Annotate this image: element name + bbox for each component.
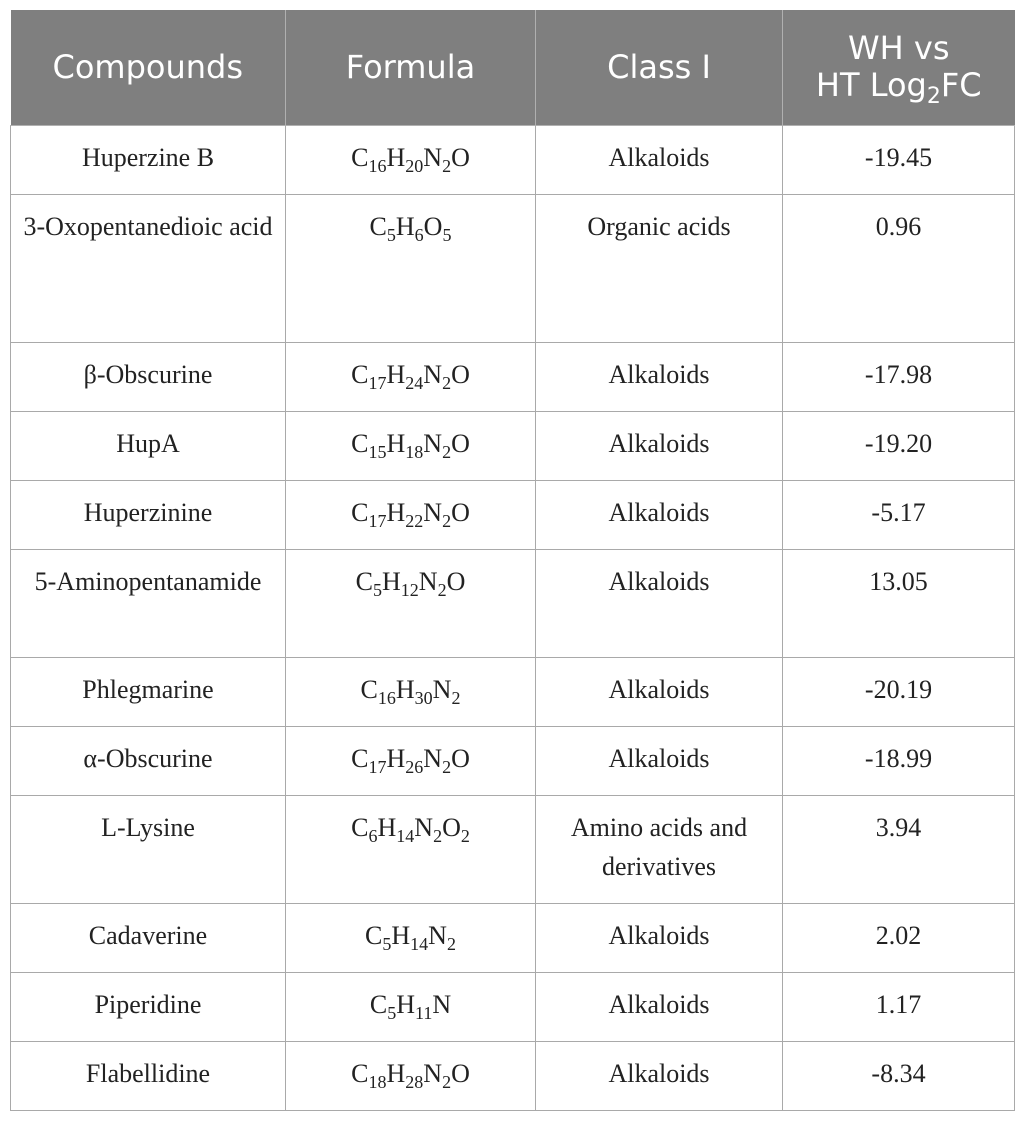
cell-log2fc: -20.19 — [783, 657, 1015, 726]
cell-formula — [286, 194, 536, 342]
header-log2fc — [783, 10, 1015, 125]
formula-element: O — [423, 211, 443, 241]
formula-subscript: 14 — [396, 825, 415, 846]
formula-element: H — [386, 497, 406, 527]
formula-element: H — [386, 359, 406, 389]
cell-formula — [286, 903, 536, 972]
cell-log2fc: 0.96 — [783, 194, 1015, 342]
cell-class: Alkaloids — [536, 657, 783, 726]
cell-class: Alkaloids — [536, 972, 783, 1041]
formula-element: C — [351, 497, 369, 527]
cell-log2fc: -18.99 — [783, 726, 1015, 795]
cell-log2fc: 3.94 — [783, 795, 1015, 903]
cell-compound: β-Obscurine — [11, 342, 286, 411]
formula-subscript: 2 — [437, 579, 447, 600]
formula-subscript: 14 — [410, 933, 429, 954]
cell-log2fc: 13.05 — [783, 549, 1015, 657]
formula-element: N — [423, 359, 443, 389]
cell-log2fc: 1.17 — [783, 972, 1015, 1041]
formula-element: C — [355, 566, 373, 596]
cell-class: Alkaloids — [536, 726, 783, 795]
cell-compound: Cadaverine — [11, 903, 286, 972]
formula-subscript: 26 — [405, 756, 424, 777]
compounds-table — [10, 10, 1015, 1111]
formula-subscript: 2 — [442, 1071, 452, 1092]
formula-element: O — [451, 497, 470, 527]
formula-element: H — [386, 428, 406, 458]
formula-element: C — [351, 812, 369, 842]
cell-formula — [286, 1041, 536, 1110]
table-row — [11, 972, 1015, 1041]
formula-element: N — [423, 428, 443, 458]
formula-subscript: 11 — [415, 1002, 433, 1023]
formula-element: H — [377, 812, 397, 842]
formula-subscript: 16 — [368, 155, 387, 176]
cell-formula — [286, 549, 536, 657]
table-row — [11, 125, 1015, 194]
formula-subscript: 24 — [405, 372, 424, 393]
formula-element: C — [360, 674, 378, 704]
cell-class: Organic acids — [536, 194, 783, 342]
formula-subscript: 28 — [405, 1071, 424, 1092]
formula-subscript: 17 — [368, 756, 387, 777]
formula-subscript: 15 — [368, 441, 387, 462]
table-body — [11, 125, 1015, 1110]
cell-compound: Huperzine B — [11, 125, 286, 194]
formula-subscript: 16 — [377, 687, 396, 708]
table-row — [11, 657, 1015, 726]
formula-subscript: 17 — [368, 510, 387, 531]
formula-subscript: 2 — [442, 510, 452, 531]
formula-element: H — [391, 920, 411, 950]
cell-compound: Piperidine — [11, 972, 286, 1041]
formula-subscript: 22 — [405, 510, 424, 531]
table-row — [11, 480, 1015, 549]
formula-element: C — [369, 211, 387, 241]
formula-subscript: 2 — [442, 441, 452, 462]
formula-subscript: 5 — [387, 1002, 397, 1023]
cell-compound: Huperzinine — [11, 480, 286, 549]
header-log2fc-prefix: HT Log — [815, 66, 927, 105]
formula-element: O — [451, 428, 470, 458]
formula-element: O — [446, 566, 466, 596]
header-compounds: Compounds — [11, 10, 286, 125]
table-row — [11, 194, 1015, 342]
formula-element: C — [351, 743, 369, 773]
formula-subscript: 5 — [386, 224, 396, 245]
formula-subscript: 18 — [368, 1071, 387, 1092]
cell-formula — [286, 342, 536, 411]
table-row — [11, 795, 1015, 903]
cell-class: Alkaloids — [536, 1041, 783, 1110]
cell-formula — [286, 480, 536, 549]
cell-class: Amino acids and derivatives — [536, 795, 783, 903]
cell-class: Alkaloids — [536, 411, 783, 480]
cell-log2fc: -19.45 — [783, 125, 1015, 194]
cell-compound: HupA — [11, 411, 286, 480]
formula-subscript: 2 — [442, 756, 452, 777]
formula-element: C — [351, 428, 369, 458]
header-formula: Formula — [286, 10, 536, 125]
formula-subscript: 2 — [433, 825, 443, 846]
formula-element: H — [382, 566, 401, 596]
formula-element: H — [386, 743, 406, 773]
formula-subscript: 5 — [373, 579, 382, 600]
table-row — [11, 903, 1015, 972]
formula-subscript: 5 — [382, 933, 392, 954]
formula-element: O — [451, 1058, 470, 1088]
header-log2fc-subscript: 2 — [926, 84, 941, 110]
cell-class: Alkaloids — [536, 549, 783, 657]
cell-class: Alkaloids — [536, 480, 783, 549]
header-row — [11, 10, 1015, 125]
cell-compound: α-Obscurine — [11, 726, 286, 795]
formula-subscript: 2 — [442, 372, 452, 393]
formula-element: H — [386, 1058, 406, 1088]
formula-subscript: 6 — [414, 224, 424, 245]
cell-formula — [286, 726, 536, 795]
table-row — [11, 411, 1015, 480]
formula-element: N — [428, 920, 447, 950]
formula-subscript: 30 — [414, 687, 433, 708]
formula-subscript: 12 — [400, 579, 419, 600]
formula-subscript: 6 — [368, 825, 378, 846]
cell-class: Alkaloids — [536, 342, 783, 411]
cell-log2fc: 2.02 — [783, 903, 1015, 972]
formula-element: H — [396, 989, 415, 1019]
formula-element: C — [351, 359, 369, 389]
table-row — [11, 549, 1015, 657]
formula-subscript: 2 — [446, 933, 456, 954]
formula-subscript: 2 — [451, 687, 461, 708]
formula-subscript: 18 — [405, 441, 424, 462]
cell-formula — [286, 795, 536, 903]
formula-element: O — [451, 359, 470, 389]
cell-class: Alkaloids — [536, 903, 783, 972]
formula-element: O — [442, 812, 461, 842]
cell-class: Alkaloids — [536, 125, 783, 194]
cell-formula — [286, 657, 536, 726]
cell-compound: 5-Aminopentanamide — [11, 549, 286, 657]
formula-element: O — [451, 142, 470, 172]
cell-formula — [286, 972, 536, 1041]
formula-element: N — [432, 989, 452, 1019]
formula-subscript: 2 — [442, 155, 452, 176]
formula-element: H — [395, 211, 415, 241]
header-class: Class I — [536, 10, 783, 125]
formula-element: H — [395, 674, 415, 704]
formula-element: N — [414, 812, 434, 842]
formula-element: C — [351, 1058, 369, 1088]
formula-element: H — [386, 142, 406, 172]
cell-compound: Flabellidine — [11, 1041, 286, 1110]
cell-formula — [286, 125, 536, 194]
header-log2fc-suffix: FC — [940, 66, 982, 105]
table-header — [11, 10, 1015, 125]
formula-element: N — [423, 1058, 443, 1088]
cell-compound: 3-Oxopentanedioic acid — [11, 194, 286, 342]
formula-element: C — [351, 142, 369, 172]
formula-element: N — [423, 497, 443, 527]
header-log2fc-line1: WH vs — [848, 29, 950, 68]
cell-compound: L-Lysine — [11, 795, 286, 903]
formula-element: N — [418, 566, 438, 596]
table-row — [11, 1041, 1015, 1110]
formula-subscript: 5 — [442, 224, 452, 245]
cell-log2fc: -5.17 — [783, 480, 1015, 549]
table-row — [11, 342, 1015, 411]
formula-element: N — [423, 142, 443, 172]
cell-log2fc: -17.98 — [783, 342, 1015, 411]
formula-element: C — [365, 920, 383, 950]
cell-log2fc: -19.20 — [783, 411, 1015, 480]
cell-compound: Phlegmarine — [11, 657, 286, 726]
cell-formula — [286, 411, 536, 480]
formula-element: C — [369, 989, 388, 1019]
formula-element: N — [423, 743, 443, 773]
formula-subscript: 20 — [405, 155, 424, 176]
formula-subscript: 2 — [460, 825, 470, 846]
cell-log2fc: -8.34 — [783, 1041, 1015, 1110]
formula-subscript: 17 — [368, 372, 387, 393]
table-row — [11, 726, 1015, 795]
formula-element: N — [432, 674, 452, 704]
formula-element: O — [451, 743, 470, 773]
